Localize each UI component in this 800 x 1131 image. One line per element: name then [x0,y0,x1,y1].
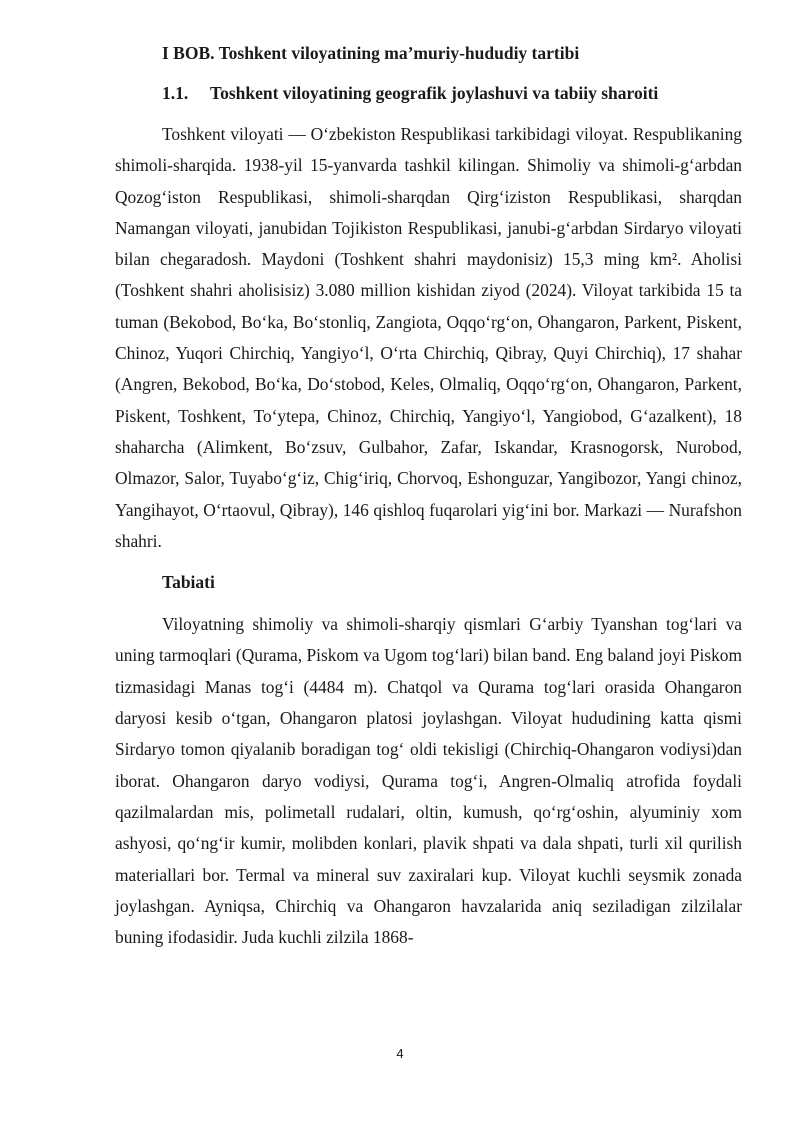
paragraph-nature: Viloyatning shimoliy va shimoli-sharqiy qismlari G‘arbiy Tyanshan tog‘lari va uning tarmoqlari (Qurama, Piskom va Ugom tog‘lari) bilan band. Eng baland joyi Piskom tizmasidagi Manas tog‘i (4484 m). Chatqol va Qurama tog‘lari orasida Ohangaron daryosi kesib o‘tgan, Ohangaron platosi joylashgan. Viloyat hududining katta qismi Sirdaryo tomon qiyalanib boradigan tog‘ oldi tekisligi (Chirchiq-Ohangaron vodiysi)dan iborat. Ohangaron daryo vodiysi, Qurama tog‘i, Angren-Olmaliq atrofida foydali qazilmalardan mis, polimetall rudalari, oltin, kumush, qo‘rg‘oshin, alyuminiy xom ashyosi, qo‘ng‘ir kumir, molibden konlari, plavik shpati va dala shpati, turli xil qurilish materiallari bor. Termal va mineral suv zaxiralari kup. Viloyat kuchli seysmik zonada joylashgan. Ayniqsa, Chirchiq va Ohangaron havzalarida aniq seziladigan zilzilalar buning ifodasidir. Juda kuchli zilzila 1868- [115,614,742,948]
paragraph-overview: Toshkent viloyati — O‘zbekiston Respublikasi tarkibidagi viloyat. Respublikaning shimoli-sharqida. 1938-yil 15-yanvarda tashkil kilingan. Shimoliy va shimoli-g‘arbdan Qozog‘iston Respublikasi, shimoli-sharqdan Qirg‘iziston Respublikasi, sharqdan Namangan viloyati, janubidan Tojikiston Respublikasi, janubi-g‘arbdan Sirdaryo viloyati bilan chegaradosh. Maydoni (Toshkent shahri maydonisiz) 15,3 ming km². Aholisi (Toshkent shahri aholisisiz) 3.080 million kishidan ziyod (2024). Viloyat tarkibida 15 ta tuman (Bekobod, Bo‘ka, Bo‘stonliq, Zangiota, Oqqo‘rg‘on, Ohangaron, Parkent, Piskent, Chinoz, Yuqori Chirchiq, Yangiyo‘l, O‘rta Chirchiq, Qibray, Quyi Chirchiq), 17 shahar (Angren, Bekobod, Bo‘ka, Do‘stobod, Keles, Olmaliq, Oqqo‘rg‘on, Ohangaron, Parkent, Piskent, Toshkent, To‘ytepa, Chinoz, Chirchiq, Yangiyo‘l, Yangiobod, G‘azalkent), 18 shaharcha (Alimkent, Bo‘zsuv, Gulbahor, Zafar, Iskandar, Krasnogorsk, Nurobod, Olmazor, Salor, Tuyabo‘g‘iz, Chig‘iriq, Chorvoq, Eshonguzar, Yangibozor, Yangi chinoz, Yangihayot, O‘rtaovul, Qibray), 146 qishloq fuqarolari yig‘ini bor. Markazi — Nurafshon shahri. [115,124,742,551]
section-number: 1.1. [162,83,189,103]
section-title: Toshkent viloyatining geografik joylashuvi va tabiiy sharoiti [210,83,659,103]
section-heading [115,78,742,109]
page-number: 4 [396,1046,404,1061]
page-content [115,38,742,953]
chapter-title: I BOB. Toshkent viloyatining ma’muriy-hududiy tartibi [162,43,580,63]
subheading-nature: Tabiati [162,572,215,593]
